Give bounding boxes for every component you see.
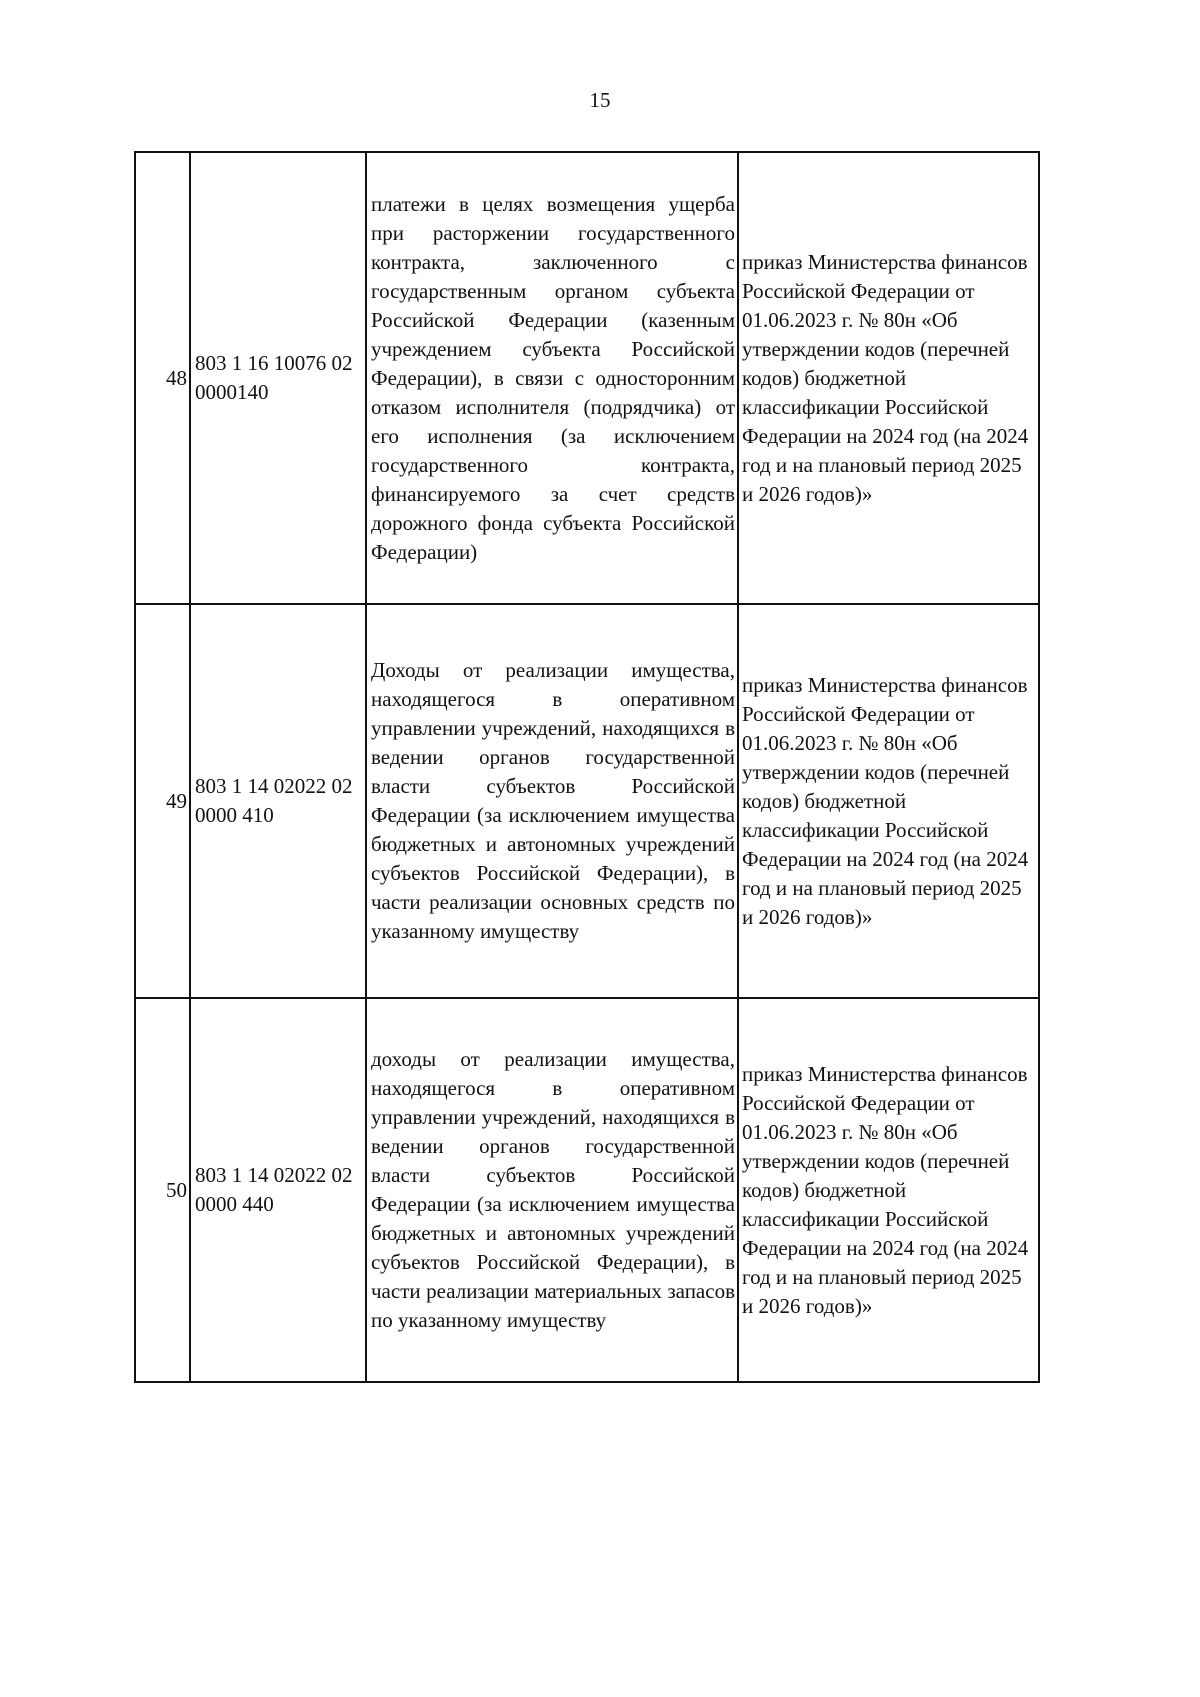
- budget-code: 803 1 14 02022 02 0000 440: [190, 998, 366, 1382]
- income-description: доходы от реализации имущества, находящегося в оперативном управлении учреждений, находящихся в ведении органов государственной власти субъектов Российской Федерации (за исключением имущества бюджетных и автономных учреждений субъектов Российской Федерации), в части реализации материальных запасов по указанному имуществу: [366, 998, 738, 1382]
- legal-basis: приказ Министерства финансов Российской Федерации от 01.06.2023 г. № 80н «Об утверждении кодов (перечней кодов) бюджетной классификации Российской Федерации на 2024 год (на 2024 год и на плановый период 2025 и 2026 годов)»: [738, 604, 1039, 998]
- legal-basis: приказ Министерства финансов Российской Федерации от 01.06.2023 г. № 80н «Об утверждении кодов (перечней кодов) бюджетной классификации Российской Федерации на 2024 год (на 2024 год и на плановый период 2025 и 2026 годов)»: [738, 998, 1039, 1382]
- page-number: 15: [589, 88, 611, 112]
- income-description: Доходы от реализации имущества, находящегося в оперативном управлении учреждений, находящихся в ведении органов государственной власти субъектов Российской Федерации (за исключением имущества бюджетных и автономных учреждений субъектов Российской Федерации), в части реализации основных средств по указанному имуществу: [366, 604, 738, 998]
- legal-basis: приказ Министерства финансов Российской Федерации от 01.06.2023 г. № 80н «Об утверждении кодов (перечней кодов) бюджетной классификации Российской Федерации на 2024 год (на 2024 год и на плановый период 2025 и 2026 годов)»: [738, 152, 1039, 604]
- row-number: 48: [135, 152, 190, 604]
- budget-code: 803 1 16 10076 02 0000140: [190, 152, 366, 604]
- table-row: [135, 998, 1039, 1382]
- table-row: [135, 604, 1039, 998]
- income-description: платежи в целях возмещения ущерба при расторжении государственного контракта, заключенного с государственным органом субъекта Российской Федерации (казенным учреждением субъекта Российской Федерации), в связи с односторонним отказом исполнителя (подрядчика) от его исполнения (за исключением государственного контракта, финансируемого за счет средств дорожного фонда субъекта Российской Федерации): [366, 152, 738, 604]
- budget-codes-table: [134, 151, 1040, 1383]
- table-row: [135, 152, 1039, 604]
- row-number: 49: [135, 604, 190, 998]
- row-number: 50: [135, 998, 190, 1382]
- budget-code: 803 1 14 02022 02 0000 410: [190, 604, 366, 998]
